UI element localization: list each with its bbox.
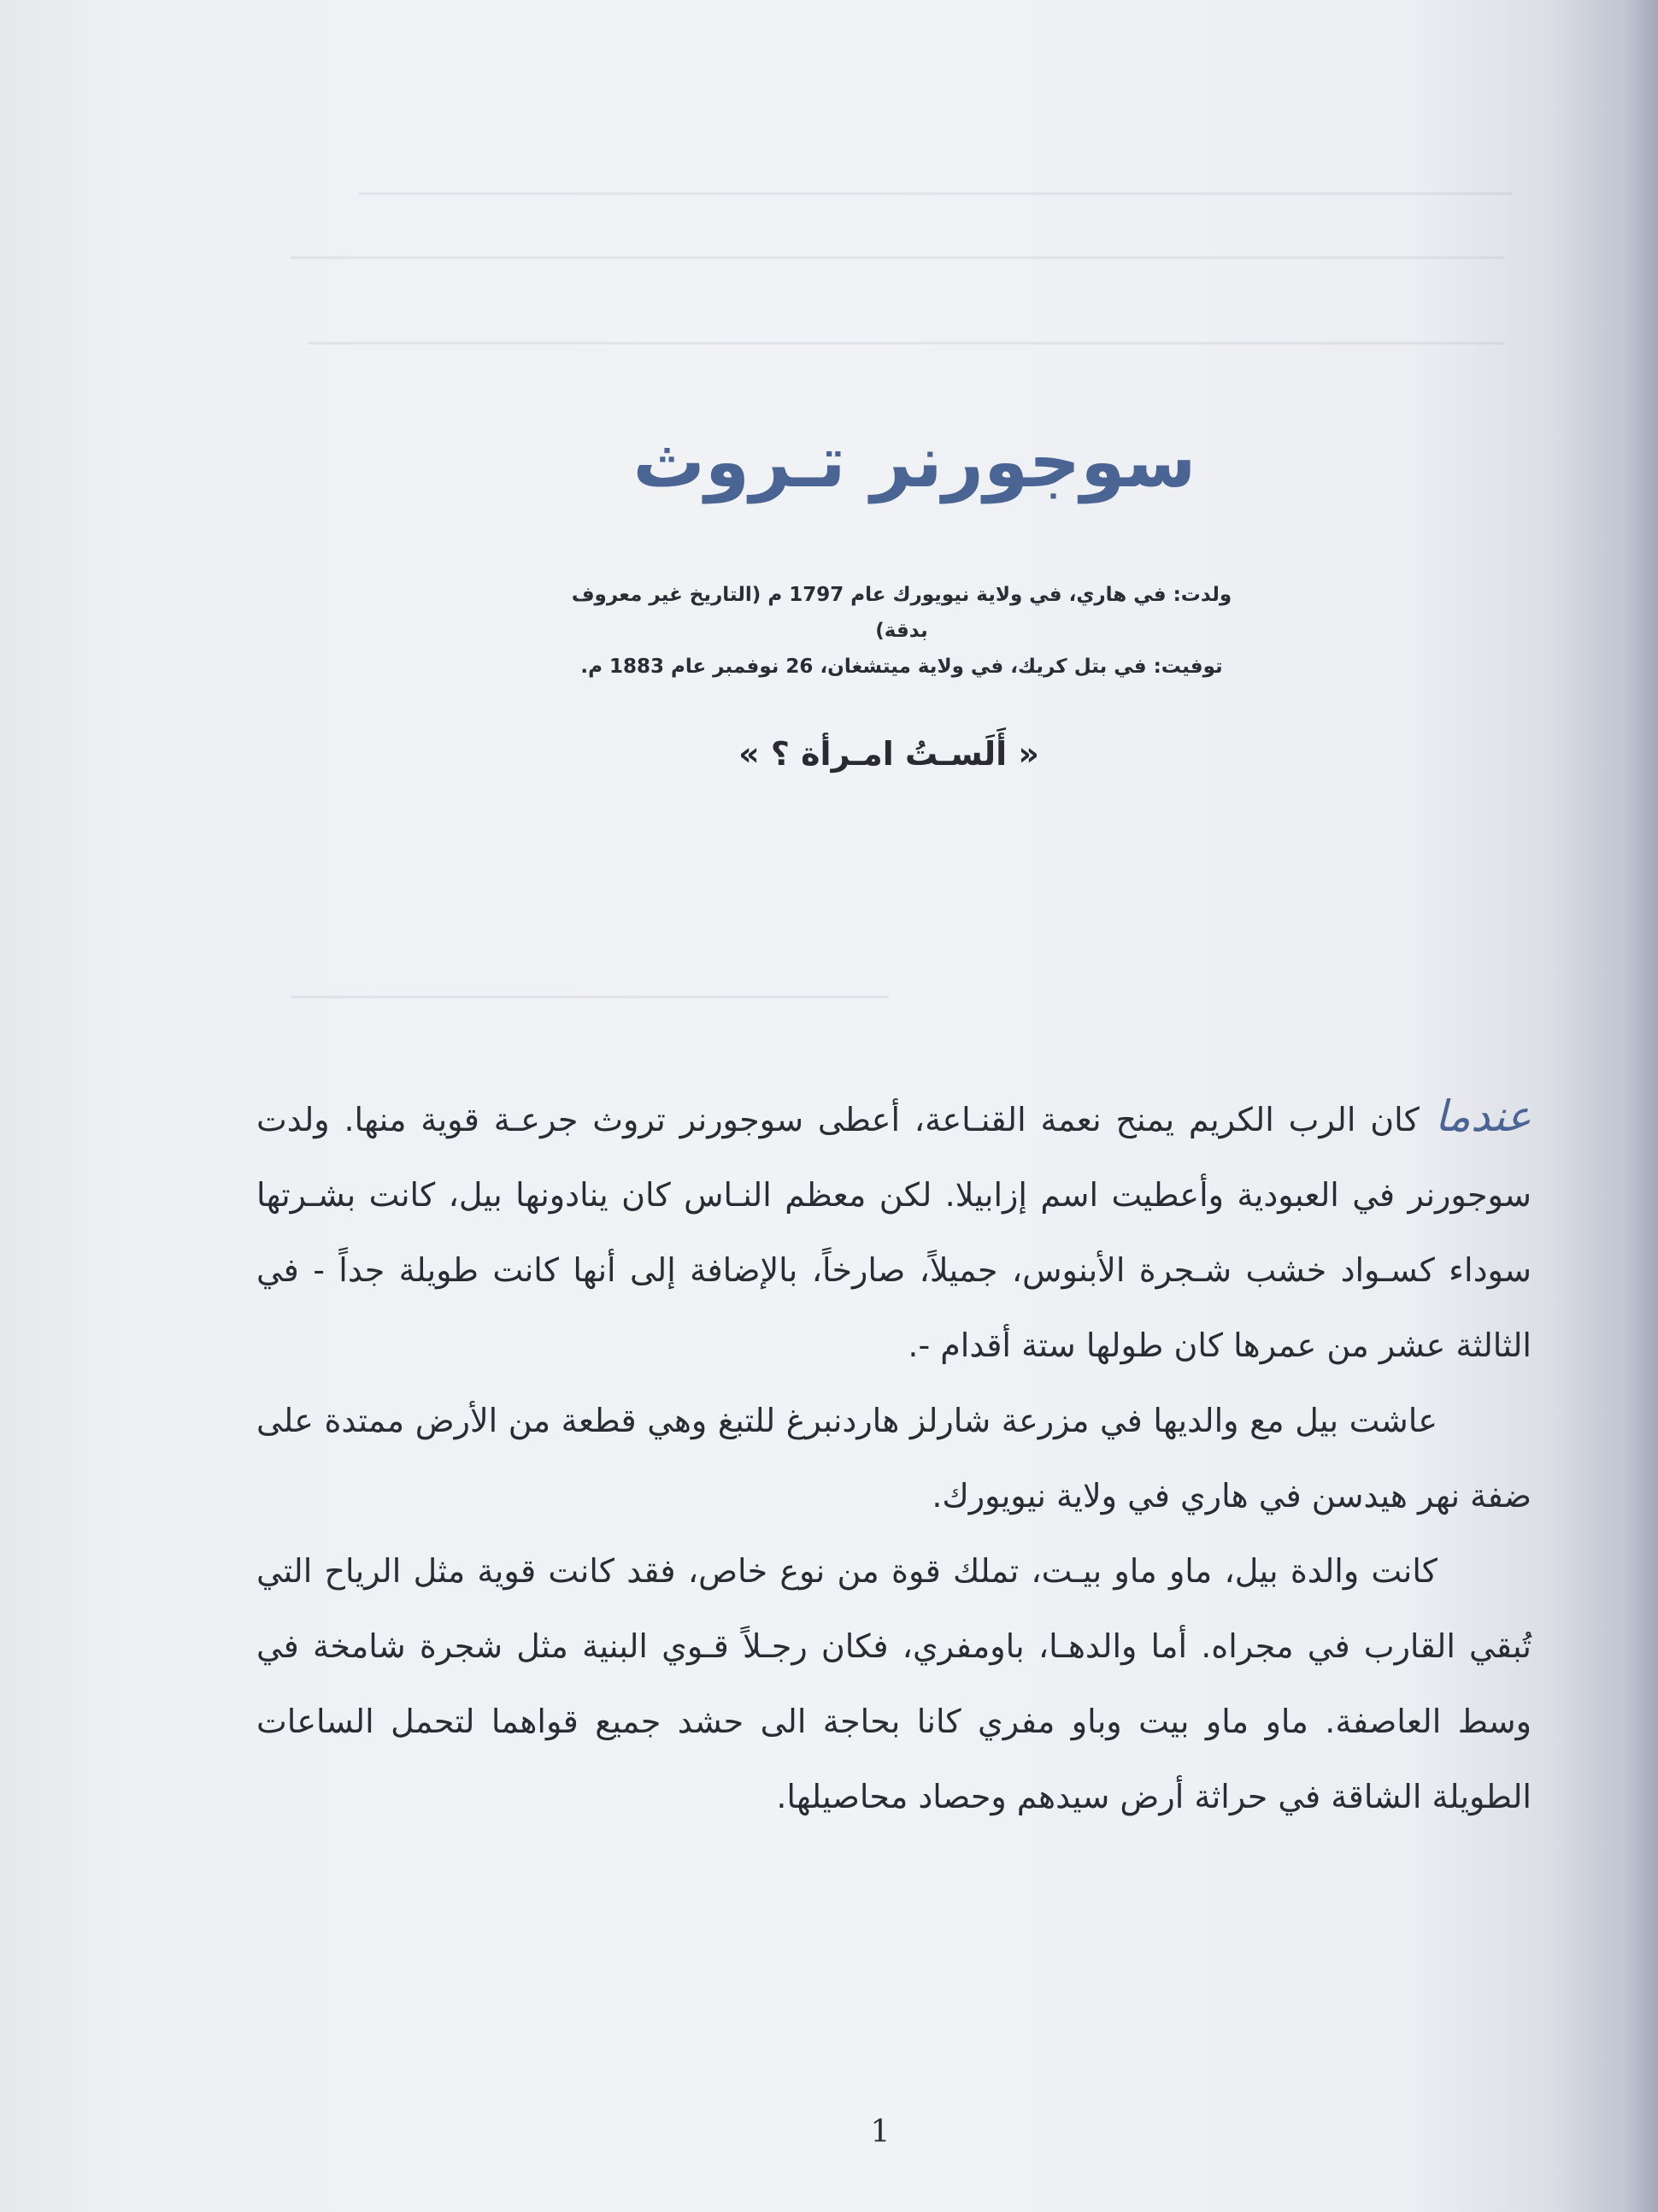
- paragraph-1-text: كان الرب الكريم يمنح نعمة القنـاعة، أعطى سوجورنر تروث جرعـة قوية منها. ولدت سوجورنر في العبودية وأعطيت اسم إزابيلا. لكن معظم النـاس كان ينادونها بيل، كانت بشـرتها سوداء كسـواد خشب شـجرة الأبنوس، جميلاً، صارخاً، بالإضافة إلى أنها كانت طويلة جداً - في الثالثة عشر من عمرها كان طولها ستة أقدام -.: [256, 1101, 1532, 1364]
- body-text: [256, 1079, 1532, 1834]
- opening-word: عندما: [1434, 1091, 1532, 1141]
- death-info: توفيت: في بتل كريك، في ولاية ميتشغان، 26 نوفمبر عام 1883 م.: [580, 656, 1223, 678]
- chapter-title-block: [598, 419, 1231, 505]
- bio-block: [547, 577, 1256, 685]
- page-number: 1: [870, 2115, 891, 2150]
- chapter-title: سوجورنر تـروث: [632, 420, 1196, 503]
- paragraph-3: كانت والدة بيل، ماو ماو بيـت، تملك قوة من نوع خاص، فقد كانت قوية مثل الرياح التي تُبقي القارب في مجراه. أما والدهـا، باومفري، فكان رجـلاً قـوي البنية مثل شجرة شامخة في وسط العاصفة. ماو ماو بيت وباو مفري كانا بحاجة الى حشد جميع قواهما لتحمل الساعات الطويلة الشاقة في حراثة أرض سيدهم وحصاد محاصيلها.: [256, 1552, 1532, 1815]
- bleed-through-line: [359, 192, 1513, 195]
- bleed-through-line: [291, 256, 1504, 259]
- paragraph-2: عاشت بيل مع والديها في مزرعة شارلز هاردنبرغ للتبغ وهي قطعة من الأرض ممتدة على ضفة نهر هيدسن في هاري في ولاية نيويورك.: [256, 1402, 1532, 1515]
- chapter-quote: « أَلَسـتُ امـرأة ؟ »: [738, 735, 1039, 773]
- bleed-through-line: [291, 996, 889, 998]
- paragraph-1: [256, 1079, 1532, 1383]
- birth-info: ولدت: في هاري، في ولاية نيويورك عام 1797 م (التاريخ غير معروف بدقة): [571, 584, 1232, 642]
- bleed-through-line: [308, 342, 1504, 344]
